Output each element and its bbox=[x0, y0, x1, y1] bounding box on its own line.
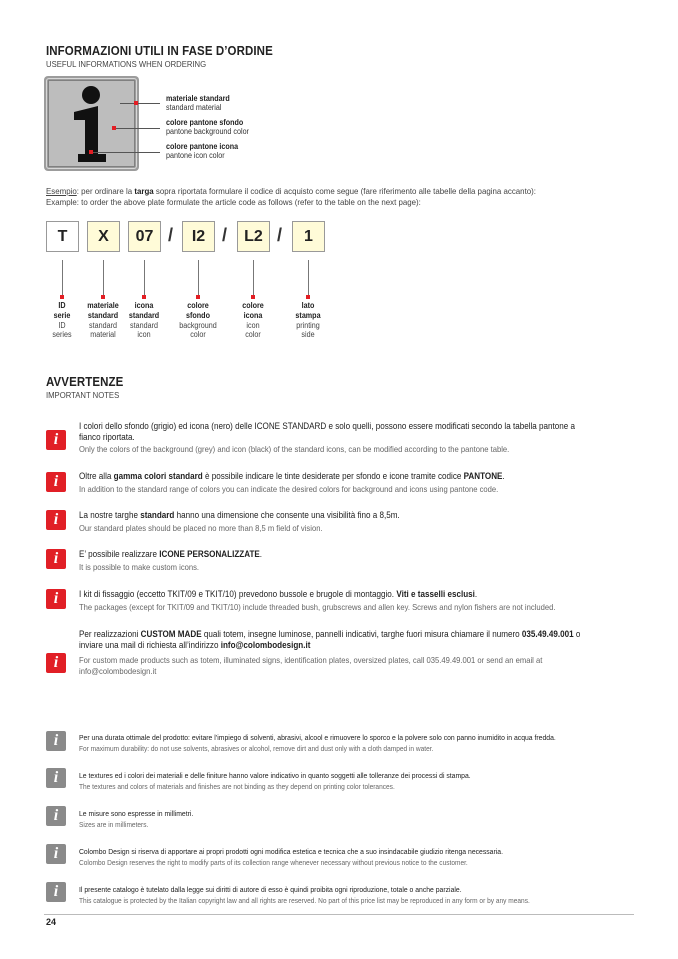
code-separator: / bbox=[168, 225, 174, 245]
code-separator: / bbox=[277, 225, 283, 245]
info-icon: i bbox=[46, 510, 66, 530]
callout-material: materiale standard standard material bbox=[166, 94, 230, 112]
warning-text-it: I colori dello sfondo (grigio) ed icona (nero) delle ICONE STANDARD e solo quelli, possono essere modificati secondo la tabella pantone a fianco riportata. bbox=[79, 421, 576, 442]
info-icon: i bbox=[46, 549, 66, 569]
warnings-subtitle: IMPORTANT NOTES bbox=[46, 390, 120, 400]
warning-text-en: For custom made products such as totem, illuminated signs, identification plates, oversized plates, call 035.49.49.001 or send an email at info@colombodesign.it bbox=[79, 655, 543, 676]
general-note-en: This catalogue is protected by the Italian copyright law and all rights are reserved. No part of this price list may be reproduced in any form or by any means. bbox=[79, 896, 530, 905]
code-box-printing-side: 1 bbox=[292, 221, 325, 252]
warning-text-it: E’ possibile realizzare ICONE PERSONALIZZATE. bbox=[79, 549, 263, 559]
info-icon: i bbox=[46, 844, 66, 864]
code-separator: / bbox=[222, 225, 228, 245]
info-icon: i bbox=[46, 731, 66, 751]
code-box-icon-color: L2 bbox=[237, 221, 270, 252]
general-note-it: Le textures ed i colori dei materiali e delle finiture hanno valore indicativo in quanto soggetti alle tolleranze dei processi di stampa. bbox=[79, 771, 471, 780]
legend-material: materiale standard standard material bbox=[87, 301, 119, 340]
code-box-series: T bbox=[46, 221, 79, 252]
general-note-en: Sizes are in millimeters. bbox=[79, 820, 149, 829]
legend-icon-color: colore icona icon color bbox=[242, 301, 264, 340]
callout-background-color: colore pantone sfondo pantone background color bbox=[166, 118, 249, 136]
warning-text-it: Per realizzazioni CUSTOM MADE quali totem, insegne luminose, pannelli indicativi, targhe fuori misura chiamare il numero 035.49.49.001 o inviare una mail di richiesta all’indirizzo info@colombodesign.it bbox=[79, 629, 581, 650]
example-text-en: Example: to order the above plate formulate the article code as follows (refer to the table on the next page): bbox=[46, 197, 421, 207]
warning-text-en: Only the colors of the background (grey) and icon (black) of the standard icons, can be modified according to the pantone table. bbox=[79, 444, 510, 454]
info-icon: i bbox=[46, 472, 66, 492]
info-icon: i bbox=[46, 882, 66, 902]
warning-text-en: The packages (except for TKIT/09 and TKIT/10) include threaded bush, grubscrews and allen key. Screws and nylon fishers are not included. bbox=[79, 602, 556, 612]
general-note-it: Le misure sono espresse in millimetri. bbox=[79, 809, 194, 818]
code-box-background-color: I2 bbox=[182, 221, 215, 252]
warning-text-it: Oltre alla gamma colori standard è possibile indicare le tinte desiderate per sfondo e icone tramite codice PANTONE. bbox=[79, 471, 505, 481]
warning-text-it: La nostre targhe standard hanno una dimensione che consente una visibilità fino a 8,5m. bbox=[79, 510, 400, 520]
warnings-title: AVVERTENZE bbox=[46, 375, 124, 389]
general-note-it: Colombo Design si riserva di apportare ai propri prodotti ogni modifica estetica e tecnica che a suo insindacabile giudizio ritenga necessaria. bbox=[79, 847, 503, 856]
code-box-material: X bbox=[87, 221, 120, 252]
info-icon: i bbox=[46, 653, 66, 673]
legend-background-color: colore sfondo background color bbox=[179, 301, 217, 340]
legend-printing-side: lato stampa printing side bbox=[295, 301, 321, 340]
info-icon: i bbox=[46, 589, 66, 609]
page-subtitle: USEFUL INFORMATIONS WHEN ORDERING bbox=[46, 59, 207, 69]
warning-text-it: I kit di fissaggio (eccetto TKIT/09 e TKIT/10) prevedono bussole e brugole di montaggio. Viti e tasselli esclusi. bbox=[79, 589, 478, 599]
page-title: INFORMAZIONI UTILI IN FASE D’ORDINE bbox=[46, 44, 273, 58]
footer-divider bbox=[44, 914, 634, 915]
warning-text-en: It is possible to make custom icons. bbox=[79, 562, 200, 572]
legend-icon: icona standard standard icon bbox=[128, 301, 160, 340]
general-note-en: For maximum durability: do not use solvents, abrasives or alcohol, remove dirt and dust only with a cloth damped in water. bbox=[79, 744, 434, 753]
sample-plate bbox=[44, 76, 139, 171]
general-note-it: Per una durata ottimale del prodotto: evitare l’impiego di solventi, abrasivi, alcool e rimuovere lo sporco e la polvere solo con panno inumidito in acqua fredda. bbox=[79, 733, 556, 742]
code-box-icon: 07 bbox=[128, 221, 161, 252]
general-note-en: Colombo Design reserves the right to modify parts of its collection range whenever necessary without previous notice to the customer. bbox=[79, 858, 468, 867]
info-icon: i bbox=[46, 806, 66, 826]
info-icon: i bbox=[46, 768, 66, 788]
example-text-it: Esempio: per ordinare la targa sopra riportata formulare il codice di acquisto come segue (fare riferimento alle tabelle della pagina accanto): bbox=[46, 186, 537, 196]
warning-text-en: In addition to the standard range of colors you can indicate the desired colors for background and icons using pantone code. bbox=[79, 484, 499, 494]
callout-icon-color: colore pantone icona pantone icon color bbox=[166, 142, 239, 160]
legend-series: ID serie ID series bbox=[52, 301, 72, 340]
general-note-en: The textures and colors of materials and finishes are not binding as they depend on printing color tolerances. bbox=[79, 782, 395, 791]
info-icon: i bbox=[46, 430, 66, 450]
page-number: 24 bbox=[46, 917, 57, 927]
general-note-it: Il presente catalogo è tutelato dalla legge sui diritti di autore di esso è quindi proibita ogni riproduzione, totale o anche parziale. bbox=[79, 885, 462, 894]
warning-text-en: Our standard plates should be placed no more than 8,5 m field of vision. bbox=[79, 523, 323, 533]
